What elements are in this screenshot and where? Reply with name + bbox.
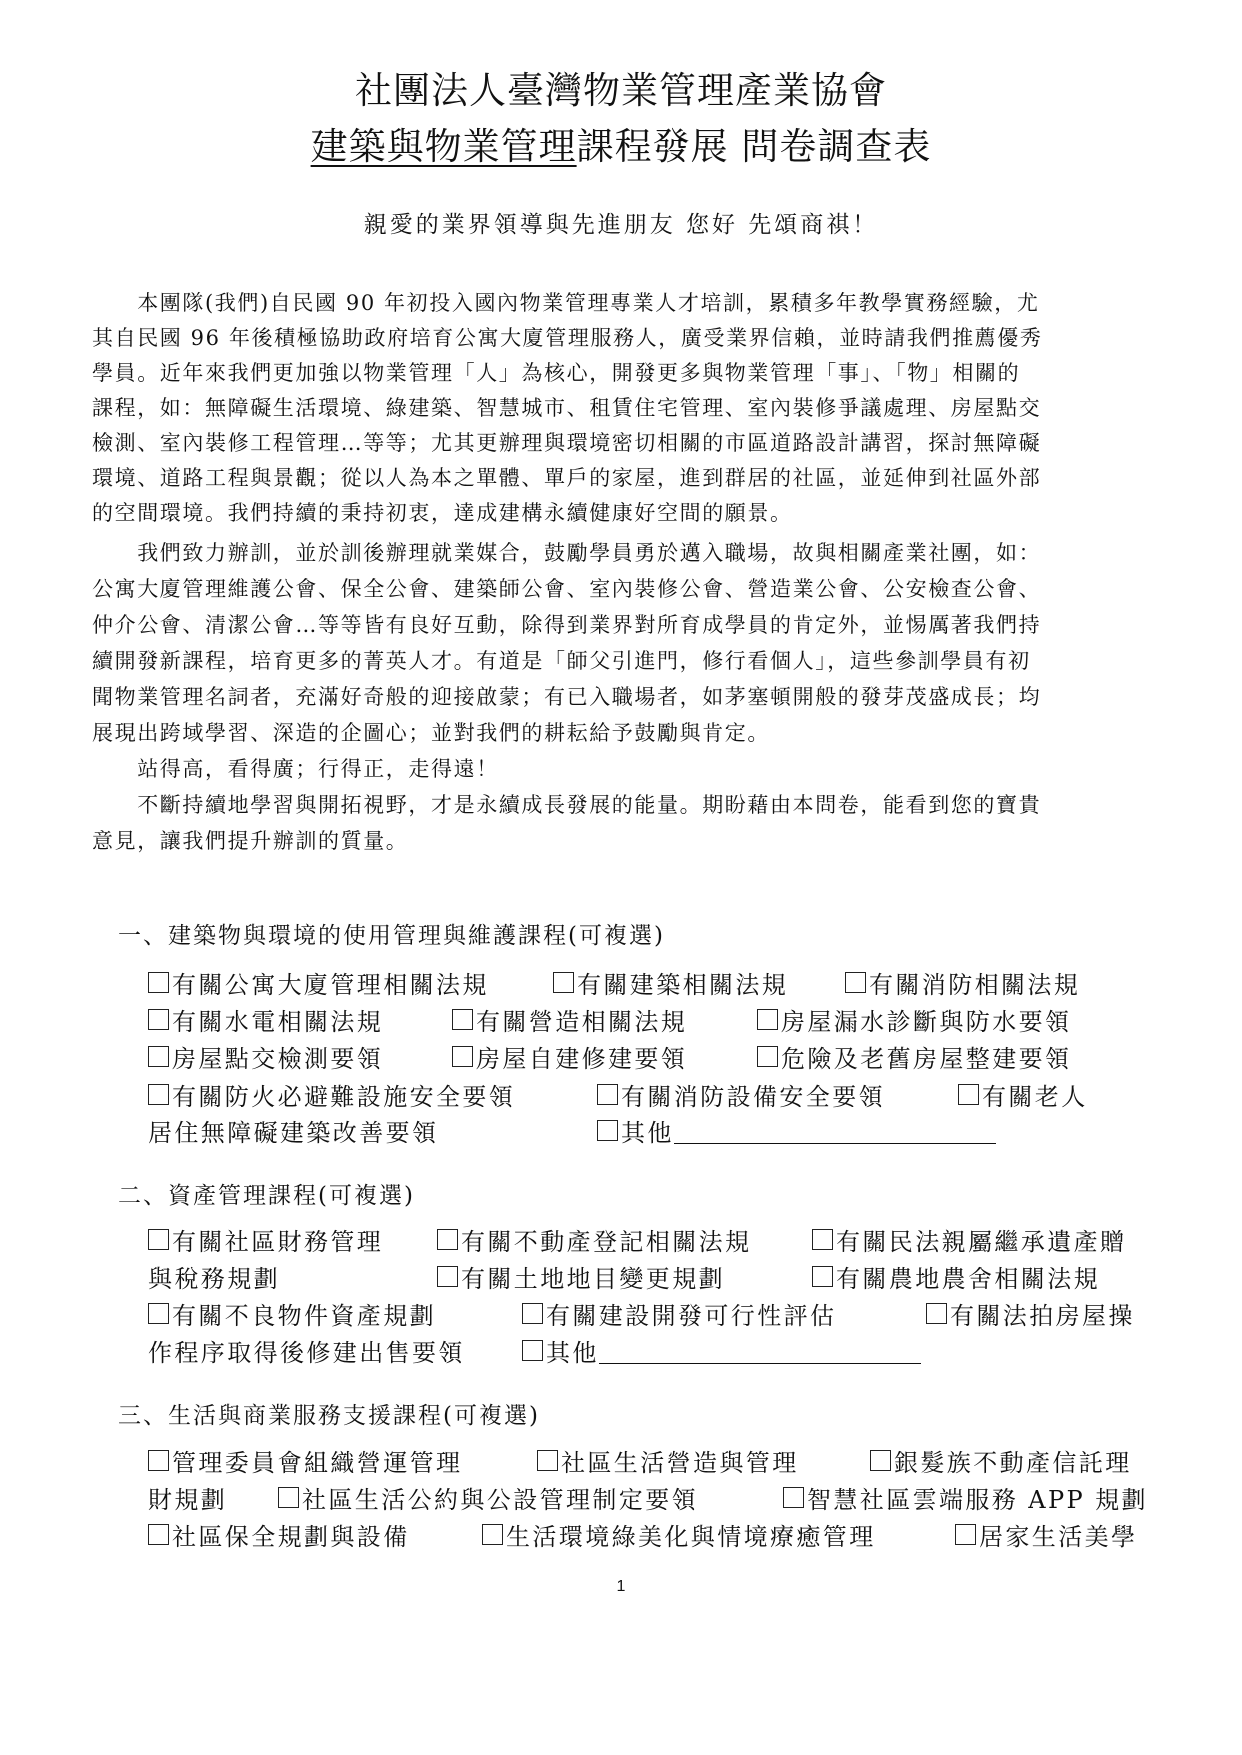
option-label: 有關防火必避難設施安全要領 — [172, 1083, 516, 1111]
section1-title: 一、建築物與環境的使用管理與維護課程(可複選) — [118, 923, 665, 949]
option-home-aesthetics[interactable] — [955, 1517, 1137, 1552]
intro-line: 環境、道路工程與景觀；從以人為本之單體、單戶的家屋，進到群居的社區，並延伸到社區外部 — [92, 466, 1042, 490]
option-community-finance[interactable] — [148, 1222, 383, 1257]
option-label: 有關建設開發可行性評估 — [546, 1302, 837, 1330]
option-other[interactable] — [597, 1113, 996, 1148]
option-apartment-law[interactable] — [148, 965, 489, 1000]
option-label: 財規劃 — [148, 1486, 228, 1514]
intro-line: 聞物業管理名詞者，充滿好奇般的迎接啟蒙；有已入職場者，如茅塞頓開般的發芽茂盛成長；均 — [92, 685, 1042, 709]
option-inheritance-tax[interactable] — [812, 1222, 1126, 1257]
option-label: 有關不良物件資產規劃 — [172, 1302, 436, 1330]
option-committee-operation[interactable] — [148, 1443, 462, 1478]
greeting: 親愛的業界領導與先進朋友 您好 先頌商祺！ — [363, 212, 879, 238]
option-community-building[interactable] — [537, 1443, 799, 1478]
option-self-build[interactable] — [452, 1039, 687, 1074]
option-building-law[interactable] — [553, 965, 788, 1000]
checkbox[interactable] — [148, 972, 169, 993]
intro-line: 學員。近年來我們更加強以物業管理「人」為核心，開發更多與物業管理「事」、「物」相關的 — [92, 361, 1021, 385]
checkbox[interactable] — [148, 1046, 169, 1067]
option-foreclosure[interactable] — [926, 1296, 1135, 1331]
checkbox[interactable] — [926, 1303, 947, 1324]
option-construction-law[interactable] — [452, 1002, 687, 1037]
intro-line: 檢測、室內裝修工程管理…等等；尤其更辦理與環境密切相關的市區道路設計講習，探討無障礙 — [92, 431, 1042, 455]
checkbox[interactable] — [757, 1009, 778, 1030]
intro-line: 不斷持續地學習與開拓視野，才是永續成長發展的能量。期盼藉由本問卷，能看到您的寶貴 — [92, 793, 1042, 817]
option-old-house-renewal[interactable] — [757, 1039, 1071, 1074]
checkbox[interactable] — [757, 1046, 778, 1067]
option-greening-healing[interactable] — [482, 1517, 876, 1552]
intro-line: 我們致力辦訓，並於訓後辦理就業媒合，鼓勵學員勇於邁入職場，故與相關產業社團，如： — [92, 541, 1042, 565]
option-label: 有關建築相關法規 — [577, 971, 789, 999]
option-farmland-law[interactable] — [812, 1259, 1100, 1294]
checkbox[interactable] — [278, 1487, 299, 1508]
checkbox[interactable] — [597, 1084, 618, 1105]
checkbox[interactable] — [522, 1303, 543, 1324]
intro-line: 課程，如：無障礙生活環境、綠建築、智慧城市、租賃住宅管理、室內裝修爭議處理、房屋點交 — [92, 396, 1042, 420]
checkbox[interactable] — [522, 1340, 543, 1361]
option-label: 有關社區財務管理 — [172, 1228, 384, 1256]
checkbox[interactable] — [553, 972, 574, 993]
option-utility-law[interactable] — [148, 1002, 383, 1037]
other-input-line[interactable] — [599, 1337, 921, 1364]
option-label: 有關民法親屬繼承遺產贈 — [836, 1228, 1127, 1256]
option-label: 社區保全規劃與設備 — [172, 1523, 410, 1551]
checkbox[interactable] — [148, 1450, 169, 1471]
option-label: 有關水電相關法規 — [172, 1008, 384, 1036]
option-label: 危險及老舊房屋整建要領 — [781, 1045, 1072, 1073]
option-other[interactable] — [522, 1333, 921, 1368]
option-smart-community-app[interactable] — [783, 1480, 1148, 1515]
option-land-use-change[interactable] — [437, 1259, 725, 1294]
option-label: 與稅務規劃 — [148, 1265, 280, 1293]
option-senior-trust[interactable] — [870, 1443, 1132, 1478]
option-leak-waterproof[interactable] — [757, 1002, 1071, 1037]
option-label: 智慧社區雲端服務 APP 規劃 — [807, 1486, 1148, 1514]
checkbox[interactable] — [955, 1524, 976, 1545]
intro-line: 續開發新課程，培育更多的菁英人才。有道是「師父引進門，修行看個人」，這些參訓學員有初 — [92, 649, 1031, 673]
option-distressed-asset[interactable] — [148, 1296, 436, 1331]
option-label: 有關不動產登記相關法規 — [461, 1228, 752, 1256]
page-number: 1 — [616, 1578, 626, 1595]
checkbox[interactable] — [812, 1266, 833, 1287]
section3-title: 三、生活與商業服務支援課程(可複選) — [118, 1403, 540, 1429]
option-label: 居家生活美學 — [979, 1523, 1138, 1551]
survey-title-rest: 課程發展 問卷調查表 — [576, 125, 932, 168]
option-continuation — [148, 1259, 280, 1294]
section2-title: 二、資產管理課程(可複選) — [118, 1183, 415, 1209]
intro-line: 本團隊(我們)自民國 90 年初投入國內物業管理專業人才培訓，累積多年教學實務經驗，尤 — [92, 291, 1040, 315]
survey-title — [0, 116, 1242, 170]
option-label: 有關老人 — [982, 1083, 1088, 1111]
option-elderly-barrier-free[interactable] — [958, 1077, 1088, 1112]
checkbox[interactable] — [148, 1303, 169, 1324]
checkbox[interactable] — [148, 1084, 169, 1105]
option-label: 生活環境綠美化與情境療癒管理 — [506, 1523, 876, 1551]
checkbox[interactable] — [437, 1229, 458, 1250]
option-label: 有關公寓大廈管理相關法規 — [172, 971, 489, 999]
option-label: 其他 — [621, 1119, 674, 1147]
option-label: 有關消防設備安全要領 — [621, 1083, 885, 1111]
option-label: 管理委員會組織營運管理 — [172, 1449, 463, 1477]
intro-line: 仲介公會、清潔公會…等等皆有良好互動，除得到業界對所育成學員的肯定外，並惕厲著我們持 — [92, 613, 1042, 637]
checkbox[interactable] — [452, 1046, 473, 1067]
checkbox[interactable] — [437, 1266, 458, 1287]
option-label: 房屋漏水診斷與防水要領 — [781, 1008, 1072, 1036]
option-label: 其他 — [546, 1339, 599, 1367]
option-label: 房屋點交檢測要領 — [172, 1045, 384, 1073]
option-label: 社區生活營造與管理 — [561, 1449, 799, 1477]
option-fire-equipment[interactable] — [597, 1077, 885, 1112]
checkbox[interactable] — [870, 1450, 891, 1471]
option-real-estate-registration[interactable] — [437, 1222, 751, 1257]
checkbox[interactable] — [812, 1229, 833, 1250]
option-label: 社區生活公約與公設管理制定要領 — [302, 1486, 698, 1514]
intro-line: 展現出跨域學習、深造的企圖心；並對我們的耕耘給予鼓勵與肯定。 — [92, 721, 770, 745]
checkbox[interactable] — [148, 1009, 169, 1030]
survey-org-title: 社團法人臺灣物業管理產業協會 — [355, 69, 887, 112]
checkbox[interactable] — [452, 1009, 473, 1030]
option-label: 有關消防相關法規 — [869, 971, 1081, 999]
option-label: 居住無障礙建築改善要領 — [148, 1119, 439, 1147]
intro-line: 站得高，看得廣；行得正，走得遠！ — [92, 757, 499, 781]
checkbox[interactable] — [958, 1084, 979, 1105]
option-continuation — [148, 1113, 438, 1148]
option-community-rules[interactable] — [278, 1480, 698, 1515]
intro-line: 其自民國 96 年後積極協助政府培育公寓大廈管理服務人，廣受業界信賴，並時請我們推薦優秀 — [92, 326, 1043, 350]
option-label: 銀髮族不動產信託理 — [894, 1449, 1132, 1477]
option-security-planning[interactable] — [148, 1517, 410, 1552]
checkbox[interactable] — [148, 1229, 169, 1250]
option-handover-inspection[interactable] — [148, 1039, 383, 1074]
checkbox[interactable] — [597, 1120, 618, 1141]
option-label: 有關法拍房屋操 — [950, 1302, 1135, 1330]
intro-line: 意見，讓我們提升辦訓的質量。 — [92, 829, 409, 853]
option-fire-law[interactable] — [845, 965, 1080, 1000]
intro-line: 的空間環境。我們持續的秉持初衷，達成建構永續健康好空間的願景。 — [92, 501, 793, 525]
option-label: 房屋自建修建要領 — [476, 1045, 688, 1073]
other-input-line[interactable] — [674, 1117, 996, 1144]
option-feasibility-study[interactable] — [522, 1296, 836, 1331]
checkbox[interactable] — [845, 972, 866, 993]
option-label: 有關農地農舍相關法規 — [836, 1265, 1100, 1293]
option-fire-escape-safety[interactable] — [148, 1077, 515, 1112]
option-continuation — [148, 1480, 227, 1515]
checkbox[interactable] — [783, 1487, 804, 1508]
option-label: 有關營造相關法規 — [476, 1008, 688, 1036]
checkbox[interactable] — [537, 1450, 558, 1471]
survey-title-underlined: 建築與物業管理 — [310, 125, 577, 168]
option-label: 作程序取得後修建出售要領 — [148, 1339, 465, 1367]
checkbox[interactable] — [482, 1524, 503, 1545]
checkbox[interactable] — [148, 1524, 169, 1545]
option-continuation — [148, 1333, 465, 1368]
intro-line: 公寓大廈管理維護公會、保全公會、建築師公會、室內裝修公會、營造業公會、公安檢查公會、 — [92, 577, 1042, 601]
option-label: 有關土地地目變更規劃 — [461, 1265, 725, 1293]
